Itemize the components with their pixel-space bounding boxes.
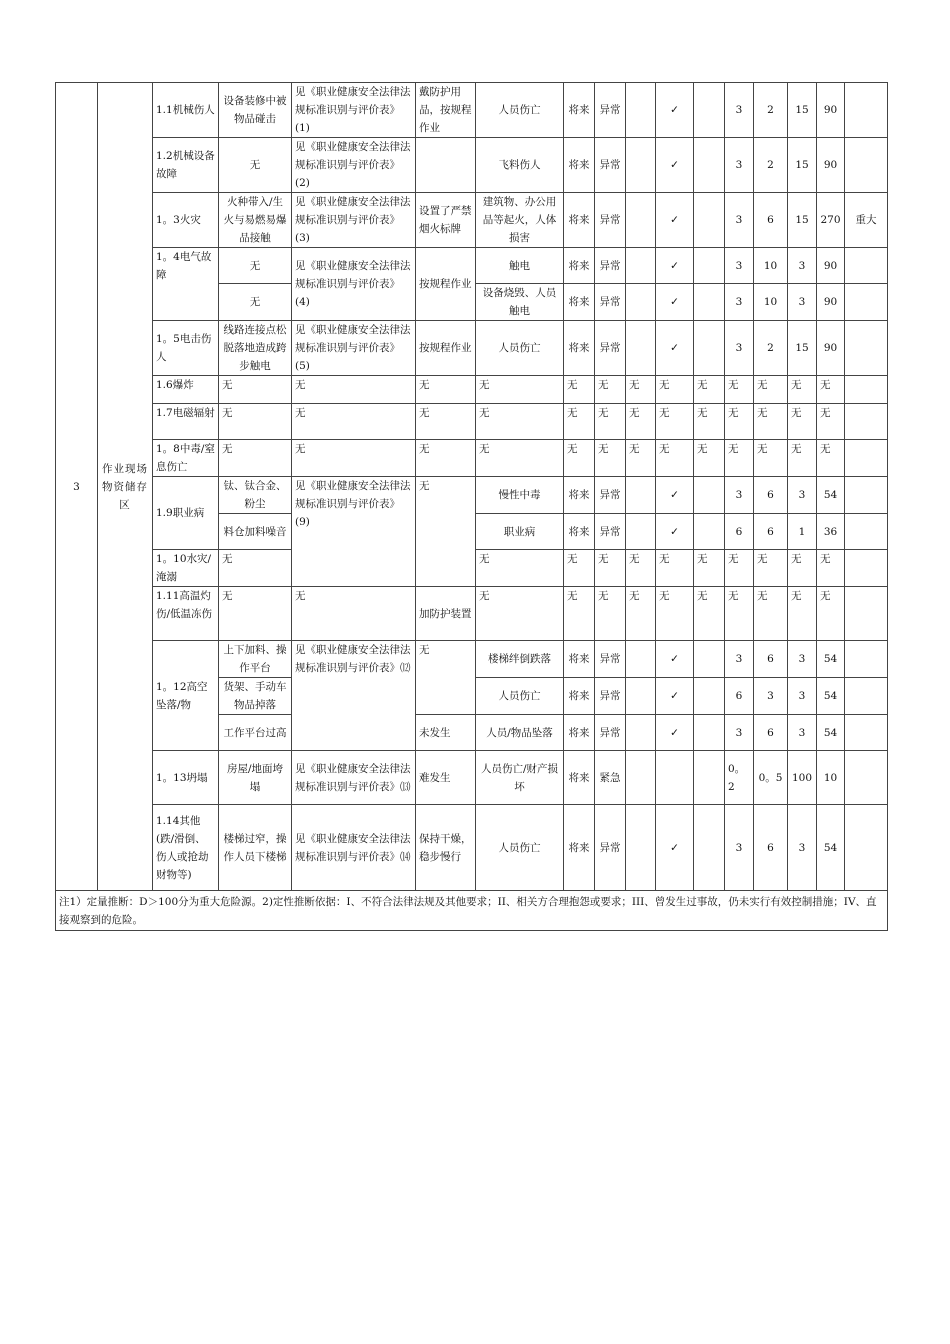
tense-cell: 将来 [564,477,595,514]
hazard-cell: 1。4电气故障 [153,248,219,321]
c-value: 100 [788,751,817,805]
e-value: 0。5 [754,751,788,805]
state-cell: 紧急 [595,751,626,805]
c-value: 3 [788,477,817,514]
consequence-cell: 飞料伤人 [476,138,564,193]
table-row [56,138,888,193]
cause-cell: 料仓加料噪音 [219,514,292,550]
level-cell [845,715,888,751]
c-value: 15 [788,193,817,248]
level-cell [845,587,888,641]
empty-cell [694,138,725,193]
tense-cell: 将来 [564,284,595,321]
table-row [56,805,888,891]
level-cell [845,550,888,587]
check-icon: ✓ [656,83,694,138]
control-cell [416,138,476,193]
d-value: 10 [817,751,845,805]
consequence-cell: 无 [476,376,564,404]
state-cell: 异常 [595,641,626,678]
state-cell: 异常 [595,321,626,376]
empty-cell [694,751,725,805]
mark-cell: 无 [626,550,656,587]
hazard-cell: 1.11高温灼伤/低温冻伤 [153,587,219,641]
empty-cell [694,641,725,678]
l-value: 0。2 [725,751,754,805]
check-icon: ✓ [656,321,694,376]
table-row [56,193,888,248]
state-cell: 异常 [595,193,626,248]
l-value: 3 [725,284,754,321]
control-cell: 按规程作业 [416,248,476,321]
state-cell: 无 [595,440,626,477]
tense-cell: 将来 [564,83,595,138]
cause-cell: 钛、钛合金、粉尘 [219,477,292,514]
control-cell: 加防护装置 [416,587,476,641]
hazard-cell: 1。8中毒/窒息伤亡 [153,440,219,477]
empty-cell [626,248,656,284]
basis-cell: 见《职业健康安全法律法规标准识别与评价表》⒁ [292,805,416,891]
level-cell [845,641,888,678]
basis-cell: 无 [292,587,416,641]
area-name: 作业现场物资储存区 [98,83,153,891]
mark-cell: 无 [626,587,656,641]
cause-cell: 无 [219,248,292,284]
e-value: 2 [754,321,788,376]
e-value: 6 [754,715,788,751]
c-value: 无 [788,550,817,587]
state-cell: 异常 [595,805,626,891]
l-value: 6 [725,514,754,550]
hazard-cell: 1。10水灾/淹溺 [153,550,219,587]
d-value: 270 [817,193,845,248]
table-row [56,440,888,477]
control-cell: 难发生 [416,751,476,805]
basis-cell: 见《职业健康安全法律法规标准识别与评价表》⑿ [292,641,416,751]
c-value: 无 [788,587,817,641]
empty-cell [626,83,656,138]
table-row [56,404,888,440]
hazard-cell: 1.9职业病 [153,477,219,550]
e-value: 6 [754,193,788,248]
mark-cell: 无 [656,550,694,587]
mark-cell: 无 [694,587,725,641]
state-cell: 异常 [595,678,626,715]
state-cell: 无 [595,550,626,587]
cause-cell: 楼梯过窄，操作人员下楼梯 [219,805,292,891]
mark-cell: 无 [626,404,656,440]
d-value: 无 [817,550,845,587]
tense-cell: 将来 [564,321,595,376]
c-value: 15 [788,138,817,193]
l-value: 3 [725,83,754,138]
cause-cell: 无 [219,587,292,641]
e-value: 2 [754,83,788,138]
d-value: 90 [817,138,845,193]
check-icon: ✓ [656,641,694,678]
empty-cell [626,514,656,550]
empty-cell [694,321,725,376]
state-cell: 异常 [595,83,626,138]
empty-cell [694,514,725,550]
basis-cell: 见《职业健康安全法律法规标准识别与评价表》(3) [292,193,416,248]
d-value: 54 [817,678,845,715]
basis-cell: 见《职业健康安全法律法规标准识别与评价表》(9) [292,477,416,587]
consequence-cell: 楼梯绊倒跌落 [476,641,564,678]
check-icon: ✓ [656,477,694,514]
empty-cell [694,193,725,248]
l-value: 3 [725,477,754,514]
d-value: 54 [817,805,845,891]
hazard-cell: 1。3火灾 [153,193,219,248]
control-cell: 按规程作业 [416,321,476,376]
hazard-cell: 1.2机械设备故障 [153,138,219,193]
l-value: 无 [725,440,754,477]
d-value: 90 [817,248,845,284]
l-value: 3 [725,715,754,751]
control-cell: 未发生 [416,715,476,751]
check-icon: ✓ [656,248,694,284]
consequence-cell: 人员伤亡 [476,805,564,891]
tense-cell: 将来 [564,514,595,550]
check-icon: ✓ [656,678,694,715]
e-value: 无 [754,440,788,477]
table-row [56,587,888,641]
d-value: 无 [817,376,845,404]
mark-cell: 无 [694,404,725,440]
c-value: 3 [788,805,817,891]
table-row [56,641,888,678]
table-row [56,477,888,514]
c-value: 无 [788,376,817,404]
consequence-cell: 人员/物品坠落 [476,715,564,751]
level-cell [845,248,888,284]
state-cell: 异常 [595,248,626,284]
level-cell [845,321,888,376]
table-row [56,376,888,404]
e-value: 无 [754,404,788,440]
empty-cell [626,477,656,514]
e-value: 10 [754,284,788,321]
hazard-cell: 1.14其他(跌/滑倒、伤人或抢劫财物等) [153,805,219,891]
state-cell: 异常 [595,138,626,193]
state-cell: 异常 [595,514,626,550]
c-value: 3 [788,641,817,678]
cause-cell: 无 [219,550,292,587]
control-cell: 无 [416,477,476,587]
empty-cell [626,321,656,376]
hazard-cell: 1.1机械伤人 [153,83,219,138]
check-icon: ✓ [656,715,694,751]
mark-cell: 无 [656,404,694,440]
d-value: 无 [817,404,845,440]
consequence-cell: 人员伤亡 [476,678,564,715]
table-row [56,751,888,805]
cause-cell: 无 [219,138,292,193]
basis-cell: 无 [292,404,416,440]
d-value: 36 [817,514,845,550]
cause-cell: 火种带入/生火与易燃易爆品接触 [219,193,292,248]
control-cell: 保持干燥，稳步慢行 [416,805,476,891]
consequence-cell: 无 [476,550,564,587]
e-value: 6 [754,477,788,514]
tense-cell: 将来 [564,715,595,751]
control-cell: 无 [416,440,476,477]
cause-cell: 无 [219,404,292,440]
c-value: 3 [788,715,817,751]
tense-cell: 无 [564,550,595,587]
c-value: 15 [788,83,817,138]
cause-cell: 设备装修中被物品碰击 [219,83,292,138]
l-value: 3 [725,248,754,284]
tense-cell: 将来 [564,678,595,715]
l-value: 3 [725,138,754,193]
l-value: 无 [725,550,754,587]
mark-cell: 无 [656,376,694,404]
hazard-cell: 1.7电磁辐射 [153,404,219,440]
hazard-cell: 1。5电击伤人 [153,321,219,376]
empty-cell [626,284,656,321]
cause-cell: 无 [219,284,292,321]
table-row [56,248,888,284]
level-cell [845,284,888,321]
c-value: 3 [788,284,817,321]
check-icon: ✓ [656,193,694,248]
control-cell: 无 [416,376,476,404]
level-cell [845,83,888,138]
check-icon: ✓ [656,138,694,193]
consequence-cell: 无 [476,404,564,440]
empty-cell [626,805,656,891]
basis-cell: 无 [292,376,416,404]
level-cell [845,805,888,891]
l-value: 3 [725,193,754,248]
mark-cell: 无 [694,376,725,404]
l-value: 6 [725,678,754,715]
control-cell: 设置了严禁烟火标牌 [416,193,476,248]
check-icon: ✓ [656,284,694,321]
l-value: 无 [725,404,754,440]
consequence-cell: 无 [476,587,564,641]
consequence-cell: 建筑物、办公用品等起火，人体损害 [476,193,564,248]
level-cell [845,514,888,550]
level-cell: 重大 [845,193,888,248]
basis-cell: 见《职业健康安全法律法规标准识别与评价表》(1) [292,83,416,138]
c-value: 无 [788,404,817,440]
tense-cell: 无 [564,376,595,404]
basis-cell: 无 [292,440,416,477]
state-cell: 无 [595,376,626,404]
consequence-cell: 慢性中毒 [476,477,564,514]
state-cell: 无 [595,404,626,440]
cause-cell: 货架、手动车物品掉落 [219,678,292,715]
control-cell: 无 [416,641,476,715]
empty-cell [694,477,725,514]
state-cell: 异常 [595,477,626,514]
empty-cell [626,193,656,248]
d-value: 90 [817,321,845,376]
d-value: 54 [817,715,845,751]
c-value: 无 [788,440,817,477]
c-value: 3 [788,248,817,284]
d-value: 无 [817,440,845,477]
d-value: 90 [817,284,845,321]
empty-cell [626,751,656,805]
consequence-cell: 无 [476,440,564,477]
tense-cell: 无 [564,587,595,641]
control-cell: 戴防护用品，按规程作业 [416,83,476,138]
mark-cell: 无 [694,440,725,477]
d-value: 54 [817,641,845,678]
e-value: 6 [754,641,788,678]
empty-cell [694,678,725,715]
empty-cell [694,805,725,891]
l-value: 无 [725,376,754,404]
basis-cell: 见《职业健康安全法律法规标准识别与评价表》⒀ [292,751,416,805]
hazard-cell: 1。12高空坠落/物 [153,641,219,751]
empty-cell [626,641,656,678]
consequence-cell: 人员伤亡/财产损坏 [476,751,564,805]
note-row [56,891,888,931]
consequence-cell: 人员伤亡 [476,83,564,138]
e-value: 10 [754,248,788,284]
cause-cell: 无 [219,440,292,477]
check-icon: ✓ [656,805,694,891]
empty-cell [626,678,656,715]
empty-cell [626,138,656,193]
level-cell [845,440,888,477]
tense-cell: 将来 [564,193,595,248]
row-index: 3 [56,83,98,891]
level-cell [845,751,888,805]
e-value: 2 [754,138,788,193]
level-cell [845,138,888,193]
level-cell [845,678,888,715]
risk-assessment-table [55,82,888,931]
basis-cell: 见《职业健康安全法律法规标准识别与评价表》(5) [292,321,416,376]
cause-cell: 线路连接点松脱落地造成跨步触电 [219,321,292,376]
empty-cell [694,248,725,284]
consequence-cell: 职业病 [476,514,564,550]
e-value: 无 [754,376,788,404]
mark-cell: 无 [626,376,656,404]
tense-cell: 将来 [564,805,595,891]
e-value: 3 [754,678,788,715]
cause-cell: 房屋/地面垮塌 [219,751,292,805]
empty-cell [694,715,725,751]
tense-cell: 将来 [564,641,595,678]
c-value: 1 [788,514,817,550]
tense-cell: 无 [564,404,595,440]
tense-cell: 将来 [564,751,595,805]
c-value: 3 [788,678,817,715]
mark-cell: 无 [626,440,656,477]
e-value: 6 [754,514,788,550]
consequence-cell: 设备烧毁、人员触电 [476,284,564,321]
d-value: 90 [817,83,845,138]
hazard-cell: 1。13坍塌 [153,751,219,805]
mark-cell: 无 [656,440,694,477]
table-row [56,83,888,138]
l-value: 3 [725,805,754,891]
tense-cell: 将来 [564,248,595,284]
c-value: 15 [788,321,817,376]
basis-cell: 见《职业健康安全法律法规标准识别与评价表》(4) [292,248,416,321]
d-value: 无 [817,587,845,641]
empty-cell [656,751,694,805]
hazard-cell: 1.6爆炸 [153,376,219,404]
level-cell [845,376,888,404]
empty-cell [694,284,725,321]
empty-cell [626,715,656,751]
e-value: 无 [754,587,788,641]
l-value: 3 [725,641,754,678]
cause-cell: 上下加料、操作平台 [219,641,292,678]
state-cell: 无 [595,587,626,641]
state-cell: 异常 [595,715,626,751]
tense-cell: 无 [564,440,595,477]
mark-cell: 无 [656,587,694,641]
e-value: 无 [754,550,788,587]
tense-cell: 将来 [564,138,595,193]
control-cell: 无 [416,404,476,440]
mark-cell: 无 [694,550,725,587]
footnote: 注1）定量推断：D＞100分为重大危险源。2)定性推断依据：I、不符合法律法规及其他要求；II、相关方合理抱怨或要求；III、曾发生过事故，仍未实行有效控制措施；IV、直接观察到的危险。 [56,891,888,931]
consequence-cell: 触电 [476,248,564,284]
level-cell [845,404,888,440]
l-value: 无 [725,587,754,641]
e-value: 6 [754,805,788,891]
state-cell: 异常 [595,284,626,321]
cause-cell: 工作平台过高 [219,715,292,751]
level-cell [845,477,888,514]
check-icon: ✓ [656,514,694,550]
l-value: 3 [725,321,754,376]
consequence-cell: 人员伤亡 [476,321,564,376]
cause-cell: 无 [219,376,292,404]
empty-cell [694,83,725,138]
table-row [56,321,888,376]
basis-cell: 见《职业健康安全法律法规标准识别与评价表》(2) [292,138,416,193]
d-value: 54 [817,477,845,514]
